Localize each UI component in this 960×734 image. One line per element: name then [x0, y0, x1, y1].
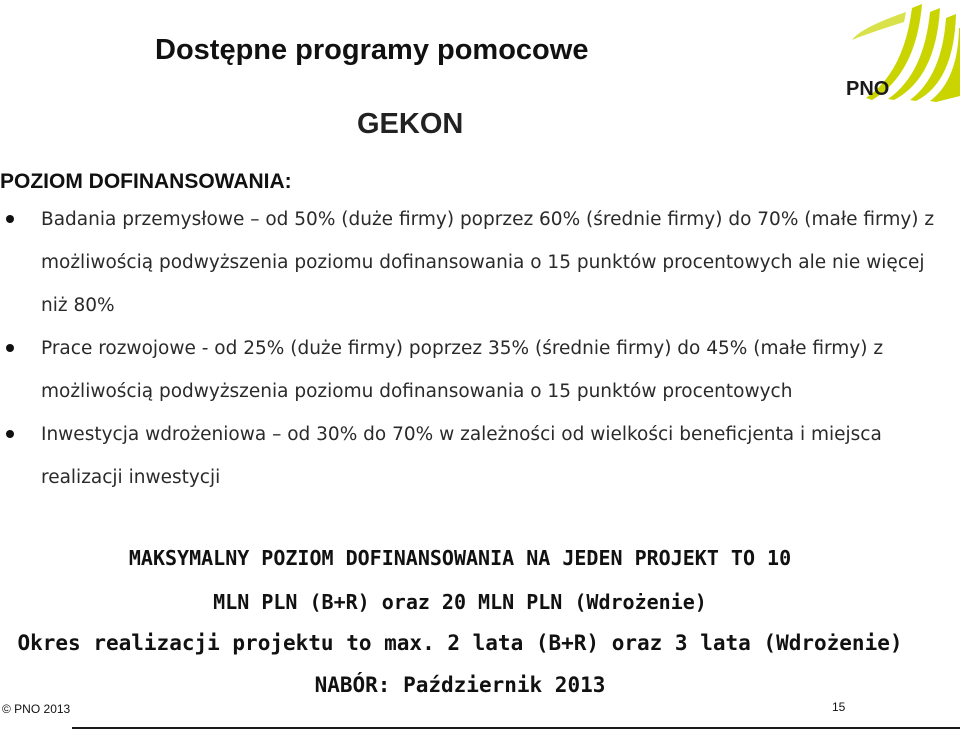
program-name: GEKON: [357, 108, 464, 140]
section-heading: POZIOM DOFINANSOWANIA:: [0, 170, 292, 193]
project-duration-line: Okres realizacji projektu to max. 2 lata (B+R) oraz 3 lata (Wdrożenie): [17, 631, 903, 655]
slide-title: Dostępne programy pomocowe: [155, 34, 589, 66]
footer-divider: [72, 727, 960, 729]
bullet-text: Inwestycja wdrożeniowa – od 30% do 70% w zależności od wielkości beneficjenta i miejsca realizacji inwestycji: [41, 424, 882, 488]
bullet-dot-icon: [6, 215, 14, 223]
funding-bullet-list: [0, 198, 940, 499]
max-funding-line-2: MLN PLN (B+R) oraz 20 MLN PLN (Wdrożenie): [213, 590, 707, 614]
copyright-notice: © PNO 2013: [2, 702, 71, 716]
bullet-inwestycja-wdrozeniowa: [0, 413, 940, 499]
bullet-prace-rozwojowe: [0, 327, 940, 413]
max-funding-line-1: MAKSYMALNY POZIOM DOFINANSOWANIA NA JEDEN PROJEKT TO 10: [128, 546, 792, 570]
logo-text: PNO: [846, 78, 890, 100]
bullet-text: Badania przemysłowe – od 50% (duże firmy) poprzez 60% (średnie firmy) do 70% (małe firmy) z możliwością podwyższenia poziomu dofinansowania o 15 punktów procentowych ale nie więcej niż 80%: [41, 209, 935, 316]
pno-logo: [808, 0, 960, 104]
call-date-line: NABÓR: Październik 2013: [314, 673, 606, 697]
bullet-text: Prace rozwojowe - od 25% (duże firmy) poprzez 35% (średnie firmy) do 45% (małe firmy) z możliwością podwyższenia poziomu dofinansowania o 15 punktów procentowych: [41, 338, 884, 402]
bullet-badania-przemyslowe: [0, 198, 940, 327]
page-number: 15: [832, 700, 846, 714]
bullet-dot-icon: [6, 344, 14, 352]
bullet-dot-icon: [6, 430, 14, 438]
